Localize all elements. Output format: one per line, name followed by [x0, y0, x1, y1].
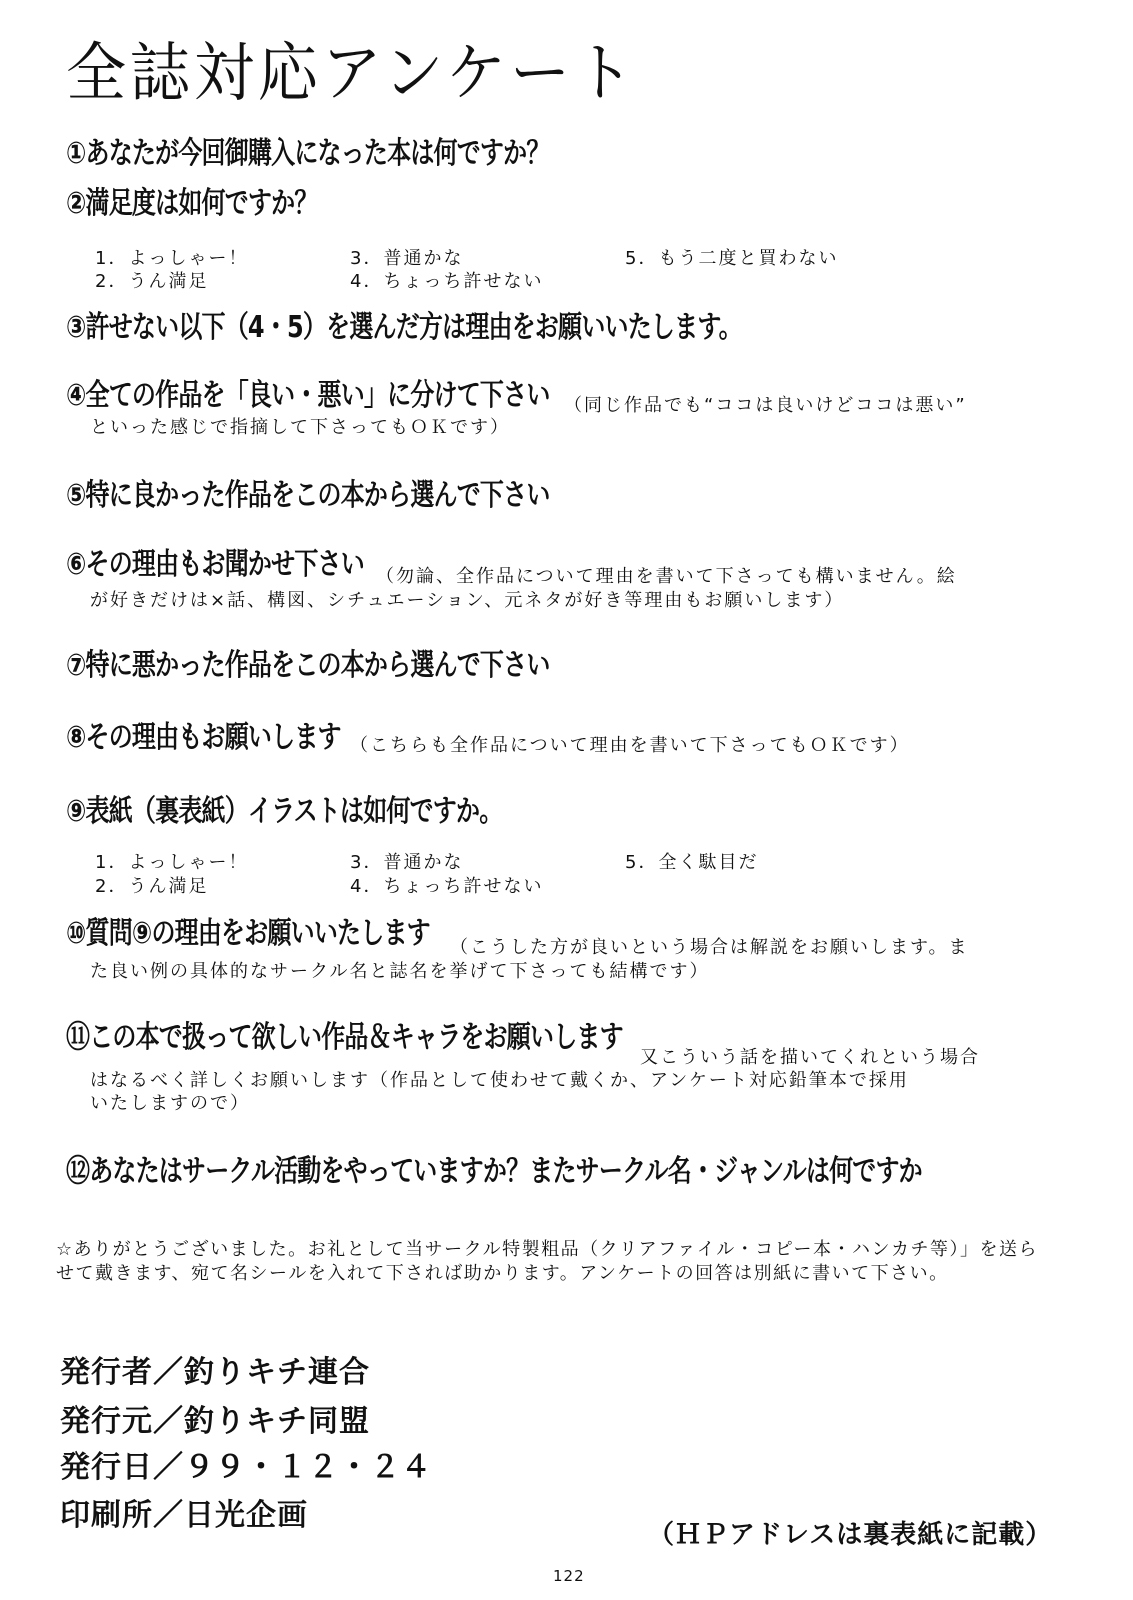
page-title: 全誌対応アンケート — [66, 37, 638, 111]
issuer-line: 発行元／釣りキチ同盟 — [60, 1404, 370, 1439]
choice-5: 5．もう二度と買わない — [625, 248, 839, 269]
question-4: ④全ての作品を「良い・悪い」に分けて下さい — [66, 378, 550, 413]
question-11: ⑪この本で扱って欲しい作品＆キャラをお願いします — [66, 1020, 623, 1055]
publisher-line: 発行者／釣りキチ連合 — [60, 1355, 370, 1390]
question-6-note: （勿論、全作品について理由を書いて下さっても構いません。絵 — [376, 566, 957, 587]
question-9: ⑨表紙（裏表紙）イラストは如何ですか。 — [66, 794, 503, 829]
hp-address-note: （ＨＰアドレスは裏表紙に記載） — [648, 1520, 1053, 1550]
choice-2: 2．うん満足 — [95, 271, 209, 292]
question-2: ②満足度は如何ですか？ — [66, 186, 318, 221]
printer-line: 印刷所／日光企画 — [60, 1498, 308, 1533]
question-4-note-cont: といった感じで指摘して下さってもＯＫです） — [90, 417, 510, 438]
issue-date-line: 発行日／９９・１２・２４ — [60, 1450, 432, 1485]
choice-3: 3．普通かな — [350, 852, 464, 873]
choice-5: 5．全く駄目だ — [625, 852, 759, 873]
question-6-note-cont: が好きだけは×話、構図、シチュエーション、元ネタが好き等理由もお願いします） — [90, 590, 845, 611]
choice-1: 1．よっしゃー！ — [95, 248, 249, 269]
question-11-note-end: いたしますので） — [90, 1093, 250, 1114]
question-1: ①あなたが今回御購入になった本は何ですか？ — [66, 136, 550, 171]
question-8: ⑧その理由もお願いします — [66, 720, 341, 755]
thanks-note: ☆ありがとうございました。お礼として当サークル特製粗品（クリアファイル・コピー本・ハンカチ等）」を送らせて戴きます、宛て名シールを入れて下されば助かります。アンケートの回答は別紙に書いて下さい。 — [56, 1239, 1039, 1284]
page-number: 122 — [553, 1567, 585, 1585]
choice-2: 2．うん満足 — [95, 876, 209, 897]
question-6: ⑥その理由もお聞かせ下さい — [66, 547, 364, 582]
question-10-note-cont: た良い例の具体的なサークル名と誌名を挙げて下さっても結構です） — [90, 961, 710, 982]
choice-3: 3．普通かな — [350, 248, 464, 269]
question-11-note: 又こういう話を描いてくれという場合 — [640, 1047, 980, 1068]
question-7: ⑦特に悪かった作品をこの本から選んで下さい — [66, 648, 550, 683]
question-10: ⑩質問⑨の理由をお願いいたします — [66, 916, 430, 951]
choice-4: 4．ちょっち許せない — [350, 271, 544, 292]
question-12: ⑫あなたはサークル活動をやっていますか？またサークル名・ジャンルは何ですか — [66, 1154, 922, 1189]
question-4-note: （同じ作品でも“ココは良いけどココは悪い” — [564, 395, 967, 416]
question-10-note: （こうした方が良いという場合は解説をお願いします。ま — [450, 937, 969, 958]
choice-4: 4．ちょっち許せない — [350, 876, 544, 897]
question-5: ⑤特に良かった作品をこの本から選んで下さい — [66, 478, 550, 513]
question-8-note: （こちらも全作品について理由を書いて下さってもＯＫです） — [350, 735, 910, 756]
question-11-note-cont: はなるべく詳しくお願いします（作品として使わせて戴くか、アンケート対応鉛筆本で採用 — [90, 1070, 909, 1091]
choice-1: 1．よっしゃー！ — [95, 852, 249, 873]
question-3: ③許せない以下（4・5）を選んだ方は理由をお願いいたします。 — [66, 310, 742, 345]
